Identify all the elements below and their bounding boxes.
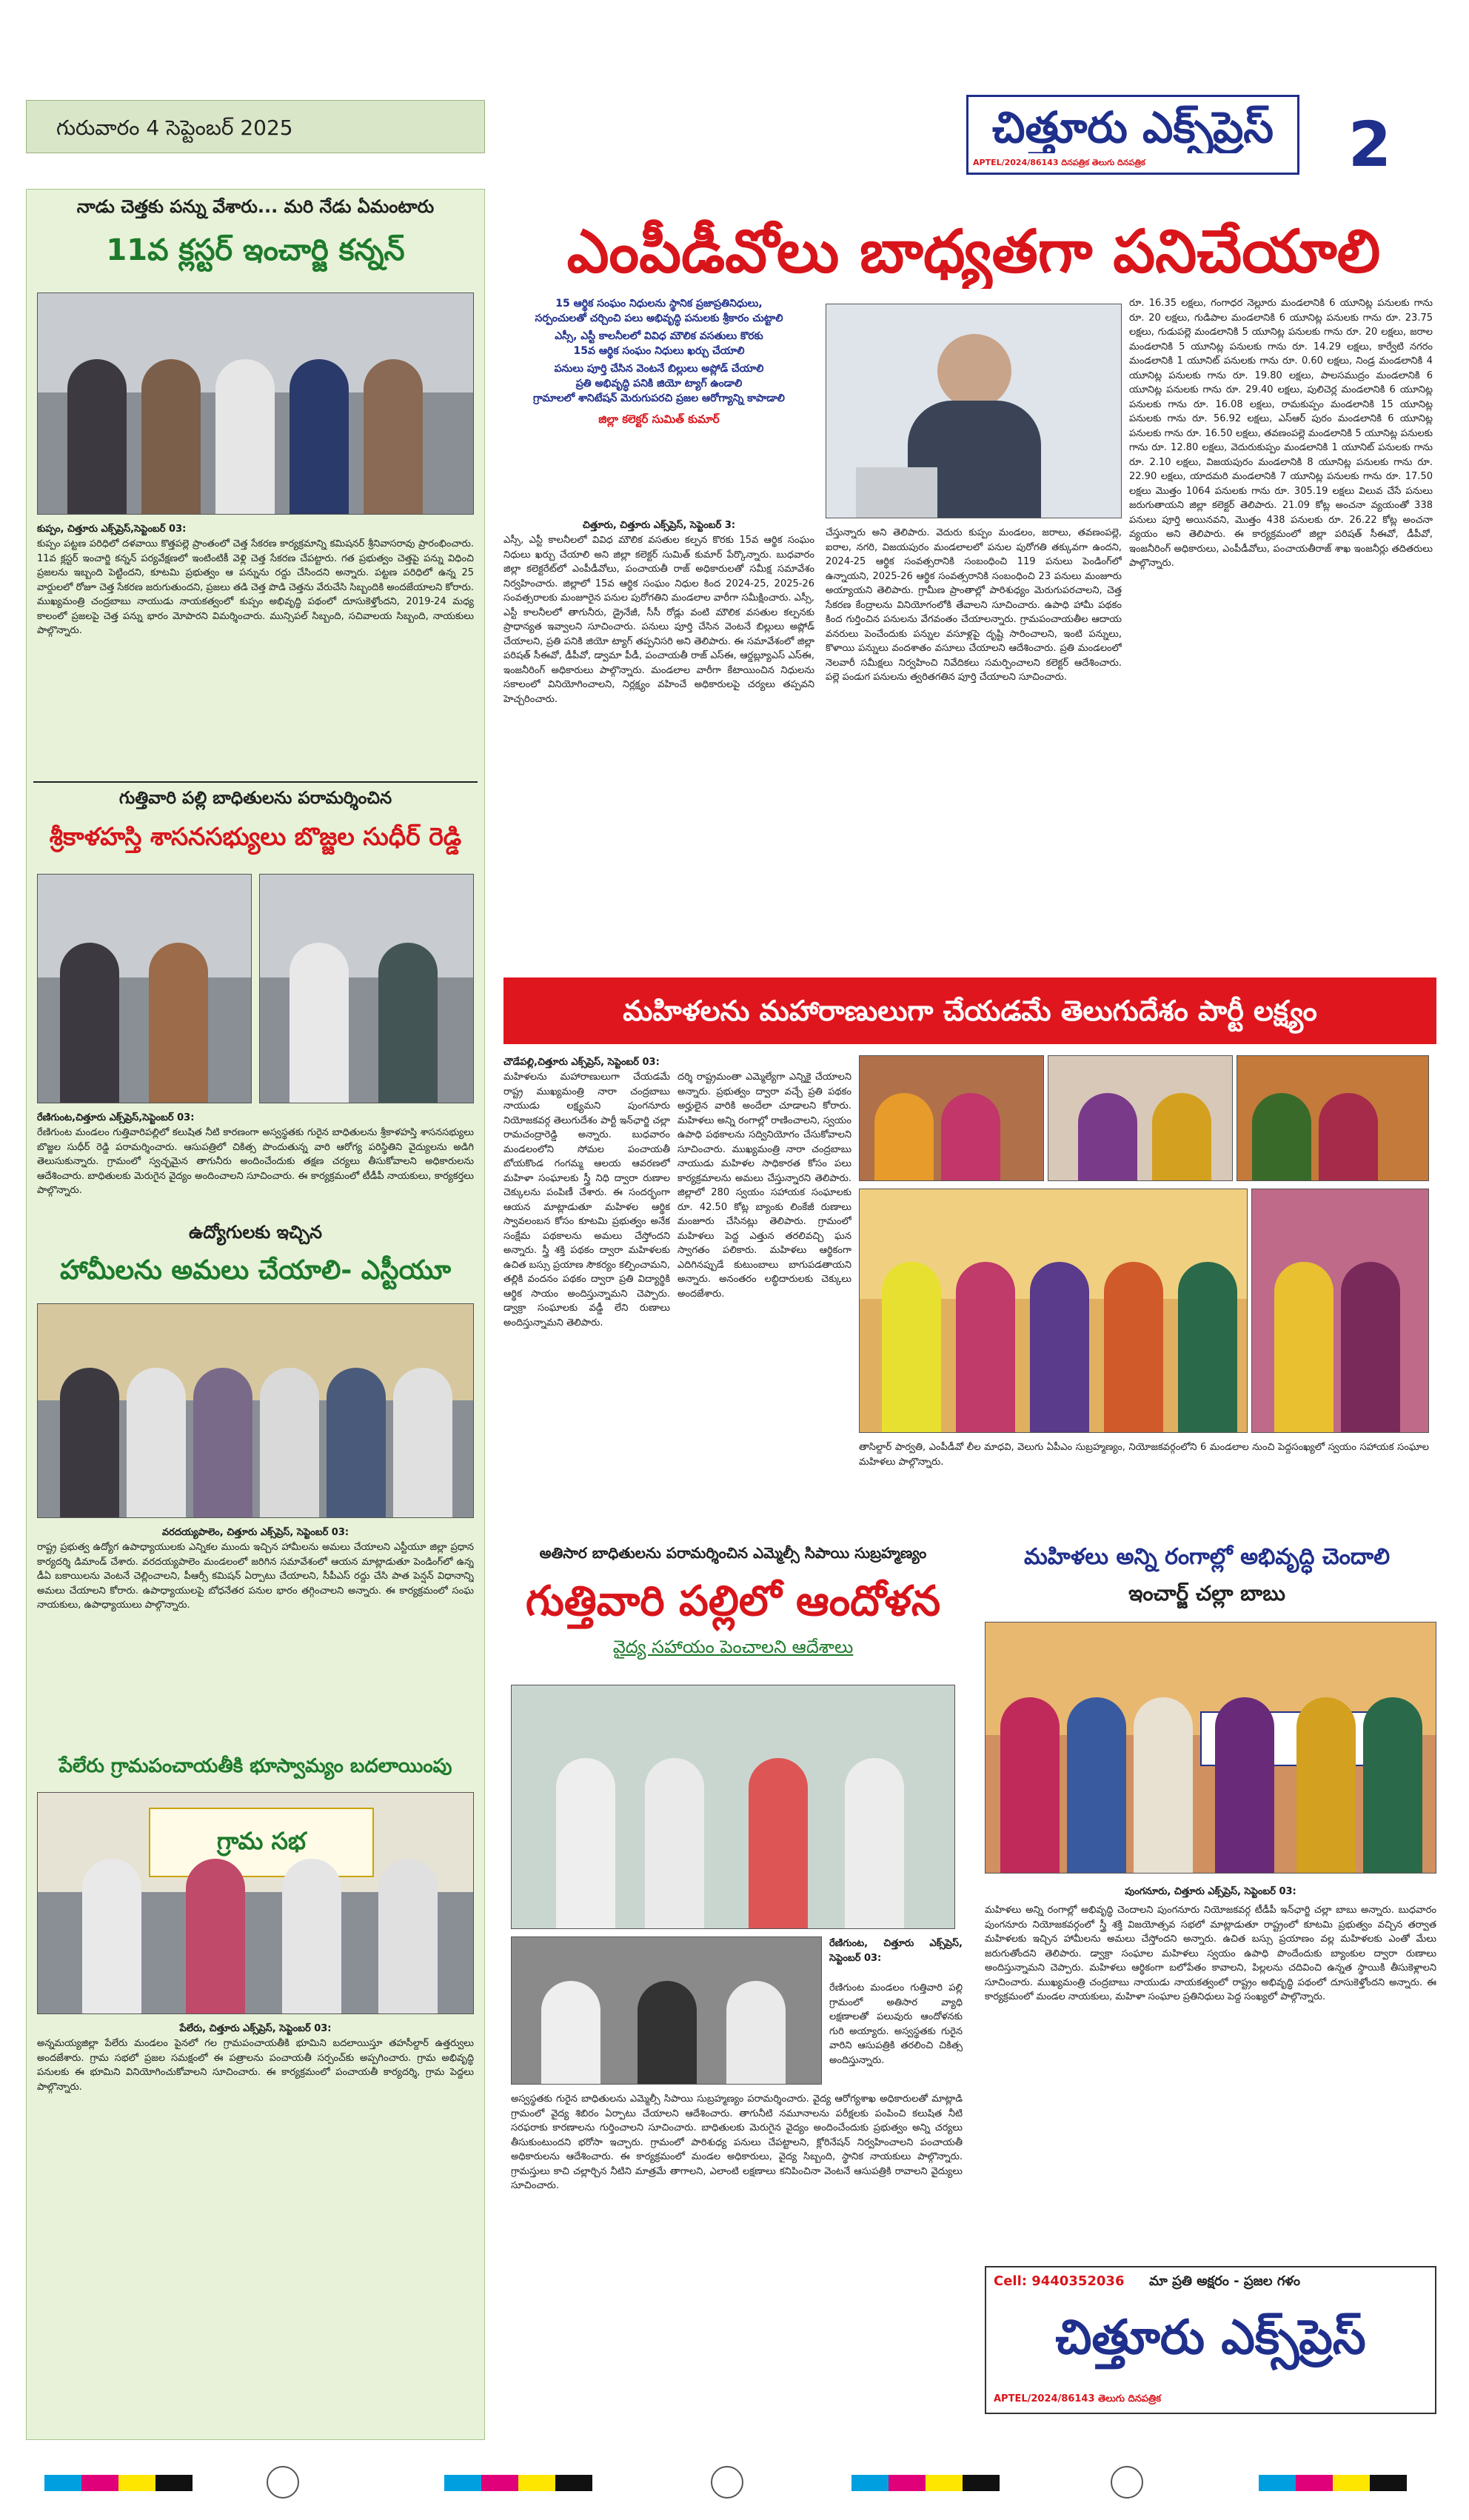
women-photo-large	[859, 1189, 1248, 1433]
agitation-photo-top	[511, 1685, 955, 1929]
registration-mark	[711, 2466, 743, 2499]
story2-dateline: రేణిగుంట,చిత్తూరు ఎక్స్‌ప్రెస్,సెప్టెంబర్ 03:	[37, 1112, 195, 1123]
masthead-logo	[966, 95, 1299, 175]
summary-line: 15 ఆర్థిక సంఘం నిధులను స్థానిక ప్రజాప్రతినిధులు,	[555, 298, 763, 310]
women-body-2: దర్శి రాష్ట్రమంతా ఎమ్మెల్యేగా ఎన్నికై చేయాలని అన్నారు. ప్రభుత్వం ద్వారా వచ్చే ప్రతి పథకం అర్హులైన వారికి అందేలా చూడాలని కోరారు. మహిళలు అన్ని రంగాల్లో రాణించాలని, స్వయం ఉపాధి పథకాలను సద్వినియోగం చేసుకోవాలని సూచించారు. ముఖ్యమంత్రి నారా చంద్రబాబు నాయుడు మహిళల సాధికారత కోసం పలు కార్యక్రమాలను అమలు చేస్తున్నారని తెలిపారు. జిల్లాలో 280 స్వయం సహాయక సంఘాలకు రూ. 42.50 కోట్ల బ్యాంకు లింకేజీ రుణాలు మంజూరు చేసినట్లు తెలిపారు. గ్రామంలో మహిళలు పెద్ద ఎత్తున తరలివచ్చి ఘన స్వాగతం పలికారు. మహిళలు ఆర్థికంగా ఎదిగినప్పుడే కుటుంబాలు బాగుపడతాయని అన్నారు. అనంతరం లబ్ధిదారులకు చెక్కులు అందజేశారు.	[677, 1072, 851, 1300]
agitation-subhead: వైద్య సహాయం పెంచాలని ఆదేశాలు	[612, 1637, 854, 1657]
story2-kicker: గుత్తివారి పల్లి బాధితులను పరామర్శించిన	[118, 789, 392, 808]
story3-photo	[37, 1303, 474, 1518]
masthead-title: చిత్తూరు ఎక్స్‌ప్రెస్	[992, 102, 1274, 153]
main-body-left: ఎస్సీ, ఎస్టీ కాలనీలలో వివిధ మౌలిక వసతుల కల్పన కొరకు 15వ ఆర్థిక సంఘం నిధులు ఖర్చు చేయాలి అని జిల్లా కలెక్టర్ సుమిత్ కుమార్ పేర్కొన్నారు. బుధవారం జిల్లా కలెక్టరేట్‌లో ఎంపీడీవోలు, పంచాయతీ రాజ్ అధికారులతో సమీక్ష సమావేశం నిర్వహించారు. జిల్లాలో 15వ ఆర్థిక సంఘం నిధుల కింద 2024-25, 2025-26 సంవత్సరాలకు మంజూరైన పనుల పురోగతిని మండలాల వారీగా సమీక్షించారు. ఎస్సీ, ఎస్టీ కాలనీలలో తాగునీరు, డ్రైనేజీ, సీసీ రోడ్లు వంటి మౌలిక వసతుల కల్పనకు ప్రాధాన్యత ఇవ్వాలని సూచించారు. పనులు పూర్తి చేసిన వెంటనే బిల్లులు అప్లోడ్ చేయాలని, ప్రతి పనికి జియో ట్యాగ్ తప్పనిసరి అని తెలిపారు. ఈ సమావేశంలో జిల్లా పరిషత్ సీఈవో, డీపీవో, డ్వామా పీడీ, పంచాయతీ రాజ్ ఎస్ఈ, ఆర్డబ్ల్యూఎస్ ఎస్ఈ, ఇంజనీరింగ్ అధికారులు పాల్గొన్నారు. మండలాల వారీగా కేటాయించిన నిధులను సకాలంలో వినియోగించాలని, నిర్లక్ష్యం వహించే అధికారులపై చర్యలు తప్పవని హెచ్చరించారు.	[503, 535, 814, 705]
main-summary-box	[503, 296, 814, 511]
color-bar	[444, 2475, 592, 2491]
women-dateline: చౌడేపల్లి,చిత్తూరు ఎక్స్‌ప్రెస్, సెప్టెంబర్ 03:	[503, 1057, 660, 1068]
story4-dateline: పేలేరు, చిత్తూరు ఎక్స్‌ప్రెస్, సెప్టెంబర్ 03:	[179, 2023, 332, 2034]
women-headline-banner	[503, 977, 1436, 1044]
story1-kicker: నాడు చెత్తకు పన్ను వేశారు... మరి నేడు ఏమంటారు	[76, 196, 435, 217]
agitation-body-side: రేణిగుంట మండలం గుత్తివారి పల్లి గ్రామంలో అతిసార వ్యాధి లక్షణాలతో పలువురు ఆందోళనకు గురి అయ్యారు. అస్వస్థతకు గురైన వారిని ఆసుపత్రికి తరలించి చికిత్స అందిస్తున్నారు.	[829, 1982, 963, 2066]
main-photo	[826, 304, 1122, 518]
women-photo-top-mid	[1048, 1055, 1233, 1181]
women2-body: మహిళలు అన్ని రంగాల్లో అభివృద్ధి చెందాలని పుంగనూరు నియోజకవర్గ టీడీపీ ఇన్‌ఛార్జి చల్లా బాబు అన్నారు. బుధవారం పుంగనూరు నియోజకవర్గంలో స్త్రీ శక్తి విజయోత్సవ సభలో మాట్లాడుతూ రాష్ట్రంలో కూటమి ప్రభుత్వం వచ్చిన తర్వాత మహిళలకు ఇచ్చిన హామీలను అమలు చేస్తోందని అన్నారు. ఉచిత బస్సు ప్రయాణం వల్ల మహిళలకు ఎంతో మేలు జరుగుతోందని తెలిపారు. డ్వాక్రా సంఘాల మహిళలు స్వయం ఉపాధి పొందేందుకు బ్యాంకుల ద్వారా రుణాలు అందిస్తున్నామని చెప్పారు. మహిళలు ఆర్థికంగా బలోపేతం కావాలని, పిల్లలను చదివించి ఉన్నత స్థాయికి తీసుకెళ్లాలని సూచించారు. ముఖ్యమంత్రి చంద్రబాబు నాయుడు నాయకత్వంలో రాష్ట్రం అభివృద్ధి పథంలో దూసుకెళ్తోందని అన్నారు. ఈ కార్యక్రమంలో మండల నాయకులు, మహిళా సంఘాల ప్రతినిధులు పెద్ద సంఖ్యలో పాల్గొన్నారు.	[985, 1905, 1436, 2002]
footer-ad-box	[985, 2266, 1436, 2414]
issue-date: గురువారం 4 సెప్టెంబర్ 2025	[56, 116, 293, 140]
story2-headline: శ్రీకాళహస్తి శాసనసభ్యులు బొజ్జల సుధీర్ రెడ్డి	[49, 822, 462, 851]
registration-mark	[1111, 2466, 1143, 2499]
story3-body: రాష్ట్ర ప్రభుత్వ ఉద్యోగ ఉపాధ్యాయులకు ఎన్నికల ముందు ఇచ్చిన హామీలను అమలు చేయాలని ఎస్టీయూ జిల్లా ప్రధాన కార్యదర్శి డిమాండ్ చేశారు. వరదయ్యపాలెం మండలంలో జరిగిన సమావేశంలో ఆయన మాట్లాడుతూ పెండింగ్‌లో ఉన్న డీఏ బకాయిలను వెంటనే చెల్లించాలని, పీఆర్సీ కమిషన్ ఏర్పాటు చేయాలని, సీపీఎస్ రద్దు చేసి పాత పెన్షన్ విధానాన్ని అమలు చేయాలని కోరారు. ఉపాధ్యాయులపై బోధనేతర పనుల భారం తగ్గించాలని అన్నారు. ఈ కార్యక్రమంలో సంఘ నాయకులు, ఉపాధ్యాయులు పాల్గొన్నారు.	[37, 1542, 474, 1611]
story2-photo-left	[37, 874, 252, 1103]
gram-sabha-banner	[149, 1808, 374, 1877]
story4-photo	[37, 1792, 474, 2014]
women-photo-top-left	[859, 1055, 1044, 1181]
story4-headline: పేలేరు గ్రామపంచాయతీకి భూస్వామ్యం బదలాయింపు	[58, 1755, 452, 1777]
agitation-headline: గుత్తివారి పల్లిలో ఆందోళన	[525, 1577, 941, 1625]
ad-sub: APTEL/2024/86143 తెలుగు దినపత్రిక	[994, 2393, 1161, 2404]
agitation-dateline: రేణిగుంట, చిత్తూరు ఎక్స్‌ప్రెస్, సెప్టెంబర్ 03:	[829, 1938, 963, 1964]
summary-line: సర్పంచులతో చర్చించి పలు అభివృద్ధి పనులకు శ్రీకారం చుట్టాలి	[535, 313, 783, 324]
main-body-right: రూ. 16.35 లక్షలు, గంగాధర నెల్లూరు మండలానికి 6 యూనిట్ల పనులకు గాను రూ. 20 లక్షలు, గుడిపాల మండలానికి 6 యూనిట్ల పనులకు గాను రూ. 23.75 లక్షలు, గుడుపల్లె మండలానికి 5 యూనిట్ల పనులకు గాను రూ. 20 లక్షలు, జరాల మండలానికి 5 యూనిట్ల పనులకు గాను రూ. 14.29 లక్షలు, కార్వేటి నగరం మండలానికి 1 యూనిట్ పనులకు గాను రూ. 0.60 లక్షలు, నిండ్ర మండలానికి 4 యూనిట్ల పనులకు గాను రూ. 19.80 లక్షలు, పాలసముద్రం మండలానికి 6 యూనిట్ల పనులకు గాను రూ. 29.40 లక్షలు, పులిచెర్ల మండలానికి 6 యూనిట్ల పనులకు గాను రూ. 16.08 లక్షలు, రామకుప్పం మండలానికి 15 యూనిట్ల పనులకు గాను రూ. 56.92 లక్షలు, ఎస్ఆర్ పురం మండలానికి 6 యూనిట్ల పనులకు గాను రూ. 16.50 లక్షలు, తవణంపల్లె మండలానికి 5 యూనిట్ల పనులకు గాను రూ. 12.80 లక్షలు, వెదురుకుప్పం మండలానికి 1 యూనిట్ పనులకు గాను రూ. 2.10 లక్షలు, విజయపురం మండలానికి 8 యూనిట్ల పనులకు గాను రూ. 22.90 లక్షలు, యాదమరి మండలానికి 7 యూనిట్ల పనులకు గాను రూ. 17.50 లక్షలు మొత్తం 1064 పనులకు గాను రూ. 305.19 లక్షలు విలువ చేసే పనులు జరుగుతాయని జిల్లా కలెక్టర్ తెలిపారు. 21.09 కోట్ల అంచనా వ్యయంతో 338 పనులు పూర్తి అయినవని, మొత్తం 438 పనులకు రూ. 26.22 కోట్ల అంచనా వ్యయం అని తెలిపారు. ఈ కార్యక్రమంలో జిల్లా పరిషత్ సీఈవో, డీపీవో, ఇంజనీరింగ్ అధికారులు, ఎంపీడీవోలు, పంచాయతీరాజ్ శాఖ ఇంజనీర్లు తదితరులు పాల్గొన్నారు.	[1129, 298, 1433, 569]
agitation-kicker: అతిసార బాధితులను పరామర్శించిన ఎమ్మెల్సీ సిపాయి సుబ్రహ్మణ్యం	[539, 1544, 927, 1562]
agitation-body: అస్వస్థతకు గురైన బాధితులను ఎమ్మెల్సీ సిపాయి సుబ్రహ్మణ్యం పరామర్శించారు. వైద్య ఆరోగ్యశాఖ అధికారులతో మాట్లాడి గ్రామంలో వైద్య శిబిరం ఏర్పాటు చేయాలని ఆదేశించారు. తాగునీటి నమూనాలను పరీక్షలకు పంపించి కలుషిత నీటి సరఫరాకు కారణాలను గుర్తించాలని సూచించారు. బాధితులకు మెరుగైన వైద్యం అందించేందుకు ప్రభుత్వం అన్ని చర్యలు తీసుకుంటుందని భరోసా ఇచ్చారు. గ్రామంలో పారిశుధ్య పనులు చేపట్టాలని, క్లోరినేషన్ నిర్వహించాలని పంచాయతీ అధికారులను ఆదేశించారు. ఈ కార్యక్రమంలో మండల అధికారులు, వైద్య సిబ్బంది, స్థానిక నాయకులు పాల్గొన్నారు. గ్రామస్తులు కాచి చల్లార్చిన నీటిని మాత్రమే తాగాలని, ఎలాంటి లక్షణాలు కనిపించినా వెంటనే ఆసుపత్రికి రావాలని వైద్యులు సూచించారు.	[511, 2093, 963, 2191]
main-body-mid: చేస్తున్నారు అని తెలిపారు. వెదురు కుప్పం మండలం, జరాలు, తవణంపల్లె, ఐరాల, నగరి, విజయపురం మండలాలలో పనుల పురోగతి తక్కువగా ఉందని, 2024-25 ఆర్థిక సంవత్సరానికి సంబంధించి 119 పనులు పెండింగ్‌లో ఉన్నాయని, 2025-26 ఆర్థిక సంవత్సరానికి సంబంధించి 23 పనులు మంజూరు అయ్యాయని తెలిపారు. గ్రామీణ ప్రాంతాల్లో పారిశుధ్యం మెరుగుపరచాలని, చెత్త సేకరణ కేంద్రాలను వినియోగంలోకి తేవాలని సూచించారు. ఉపాధి హామీ పథకం కింద గుర్తించిన పనులను వేగవంతం చేయాలన్నారు. గ్రామపంచాయతీల ఆదాయ వనరులు పెంచేందుకు పన్నుల వసూళ్లపై దృష్టి సారించాలని, ఇంటి పన్నులు, కొళాయి పన్నులు వందశాతం వసూలు చేయాలని ఆదేశించారు. ప్రతి మండలంలో నెలవారీ సమీక్షలు నిర్వహించి నివేదికలు సమర్పించాలని కలెక్టర్ ఆదేశించారు. పల్లె పండుగ పనులను త్వరితగతిన పూర్తి చేయాలని సూచించారు.	[826, 527, 1122, 683]
women-headline: మహిళలను మహారాణులుగా చేయడమే తెలుగుదేశం పార్టీ లక్ష్యం	[623, 995, 1317, 1027]
women2-dateline: పుంగనూరు, చిత్తూరు ఎక్స్‌ప్రెస్, సెప్టెంబర్ 03:	[1125, 1886, 1296, 1897]
color-bar	[44, 2475, 193, 2491]
story4-body: అన్నమయ్యజిల్లా పేలేరు మండలం పైనలో గల గ్రామపంచాయతీకి భూమిని బదలాయిస్తూ తహసీల్దార్ ఉత్తర్వులు అందజేశారు. గ్రామ సభలో ప్రజల సమక్షంలో ఈ పత్రాలను పంచాయతీ సర్పంచ్‌కు అప్పగించారు. గ్రామ అభివృద్ధి పనులకు ఈ భూమిని వినియోగించుకోవాలని సూచించారు. ఈ కార్యక్రమంలో పంచాయతీ కార్యదర్శి, గ్రామ పెద్దలు పాల్గొన్నారు.	[37, 2038, 474, 2093]
story3-headline: హామీలను అమలు చేయాలి- ఎస్టీయూ	[59, 1255, 452, 1286]
page-header	[26, 100, 485, 153]
women2-headline: మహిళలు అన్ని రంగాల్లో అభివృద్ధి చెందాలి	[1023, 1544, 1391, 1570]
women-photo-top-right	[1237, 1055, 1429, 1181]
summary-line: ఎస్సీ, ఎస్టీ కాలనీలలో వివిధ మౌలిక వసతులు కొరకు	[555, 330, 763, 342]
story1-dateline: కుప్పం, చిత్తూరు ఎక్స్‌ప్రెస్,సెప్టెంబర్ 03:	[37, 524, 187, 535]
story3-dateline: వరదయ్యపాలెం, చిత్తూరు ఎక్స్‌ప్రెస్, సెప్టెంబర్ 03:	[161, 1527, 349, 1538]
women-photo-side	[1251, 1189, 1429, 1433]
story2-body: రేణిగుంట మండలం గుత్తివారిపల్లిలో కలుషిత నీటి కారణంగా అస్వస్థతకు గురైన బాధితులను శ్రీకాళహస్తి శాసనసభ్యులు బొజ్జల సుధీర్ రెడ్డి పరామర్శించారు. ఆసుపత్రిలో చికిత్స పొందుతున్న వారి ఆరోగ్య పరిస్థితిని వైద్యులను అడిగి తెలుసుకున్నారు. గ్రామంలో స్వచ్ఛమైన తాగునీరు అందించేందుకు తక్షణ చర్యలు తీసుకోవాలని అధికారులను ఆదేశించారు. బాధితులకు మెరుగైన వైద్యం అందించాలని సూచించారు. ఈ కార్యక్రమంలో టీడీపీ నాయకులు, కార్యకర్తలు పాల్గొన్నారు.	[37, 1127, 474, 1196]
color-bar	[1259, 2475, 1407, 2491]
story1-photo	[37, 293, 474, 515]
summary-line: ప్రతి అభివృద్ధి పనికి జియో ట్యాగ్ ఉండాలి	[575, 378, 743, 390]
divider	[33, 781, 478, 783]
women2-photo	[985, 1622, 1436, 1874]
page-number: 2	[1322, 96, 1418, 193]
story3-kicker: ఉద్యోగులకు ఇచ్చిన	[189, 1222, 322, 1243]
registration-mark	[267, 2466, 299, 2499]
main-headline: ఎంపీడీవోలు బాధ్యతగా పనిచేయాలి	[566, 217, 1381, 286]
story2-photo-right	[259, 874, 474, 1103]
story1-body: కుప్పం పట్టణ పరిధిలో దళవాయి కొత్తపల్లె ప్రాంతంలో చెత్త సేకరణ కార్యక్రమాన్ని కమిషనర్ శ్రీనివాసరావు ప్రారంభించారు. 11వ క్లస్టర్ ఇంచార్జి కన్నన్ పర్యవేక్షణలో ఇంటింటికీ వెళ్లి చెత్త సేకరణ చేపట్టారు. గత ప్రభుత్వం చెత్తపై పన్ను విధించి ప్రజలను ఇబ్బంది పెట్టిందని, కూటమి ప్రభుత్వం ఆ పన్నును రద్దు చేసిందని అన్నారు. పట్టణ పరిధిలో ఉన్న 25 వార్డులలో రోజూ చెత్త సేకరణ జరుగుతుందని, ప్రజలు తడి చెత్త పొడి చెత్తను వేరుచేసి సిబ్బందికి అందజేయాలని కోరారు. ముఖ్యమంత్రి చంద్రబాబు నాయుడు నాయకత్వంలో కుప్పం అభివృద్ధి పథంలో దూసుకెళ్తోందని, 2019-24 మధ్య కాలంలో ప్రజలపై చెత్త పన్ను భారం మోపారని విమర్శించారు. మున్సిపల్ సిబ్బంది, సచివాలయ సిబ్బంది, నాయకులు పాల్గొన్నారు.	[37, 538, 474, 636]
summary-byline: జిల్లా కలెక్టర్ సుమిత్ కుమార్	[598, 412, 720, 426]
story1-headline: 11వ క్లస్టర్ ఇంచార్జి కన్నన్	[106, 233, 405, 267]
ad-masthead: చిత్తూరు ఎక్స్‌ప్రెస్	[1055, 2310, 1366, 2365]
women2-subhead: ఇంచార్జ్ చల్లా బాబు	[1128, 1581, 1285, 1605]
color-bar	[851, 2475, 1000, 2491]
agitation-photo-bottom	[511, 1936, 822, 2085]
main-dateline: చిత్తూరు, చిత్తూరు ఎక్స్‌ప్రెస్, సెప్టెంబర్ 3:	[582, 520, 736, 531]
women-names: తాసిల్దార్ పార్వతి, ఎంపీడీవో లీల మాధవి, వెలుగు ఏపీఎం సుబ్రహ్మణ్యం, నియోజకవర్గంలోని 6 మండలాల నుంచి పెద్దసంఖ్యలో స్వయం సహాయక సంఘాల మహిళలు పాల్గొన్నారు.	[859, 1442, 1429, 1468]
ad-contact: Cell: 9440352036	[994, 2273, 1125, 2289]
masthead-sub: APTEL/2024/86143 దినపత్రిక తెలుగు దినపత్రిక	[973, 158, 1145, 167]
summary-line: 15వ ఆర్థిక సంఘం నిధులు ఖర్చు చేయాలి	[573, 345, 745, 357]
women-body-1: మహిళలను మహారాణులుగా చేయడమే రాష్ట్ర ముఖ్యమంత్రి నారా చంద్రబాబు నాయుడు లక్ష్యమని పుంగనూరు నియోజకవర్గ తెలుగుదేశం పార్టీ ఇన్‌ఛార్జి చల్లా రామచంద్రారెడ్డి అన్నారు. బుధవారం మండలంలోని సోమల పంచాయతీ బోయకొండ గంగమ్మ ఆలయ ఆవరణలో మహిళా సంఘాలకు స్త్రీ నిధి ద్వారా రుణాల చెక్కులను పంపిణీ చేశారు. ఈ సందర్భంగా ఆయన మాట్లాడుతూ మహిళల ఆర్థిక స్వావలంబన కోసం కూటమి ప్రభుత్వం అనేక సంక్షేమ పథకాలను అమలు చేస్తోందని అన్నారు. స్త్రీ శక్తి పథకం ద్వారా మహిళలకు ఉచిత బస్సు ప్రయాణ సౌకర్యం కల్పించామని, తల్లికి వందనం పథకం ద్వారా ప్రతి విద్యార్థికి ఆర్థిక సాయం అందిస్తున్నామని చెప్పారు. డ్వాక్రా సంఘాలకు వడ్డీ లేని రుణాలు అందిస్తున్నామని తెలిపారు.	[503, 1072, 670, 1328]
banner-text: గ్రామ సభ	[217, 1827, 306, 1855]
summary-line: గ్రామాలలో శానిటేషన్ మెరుగుపరచి ప్రజల ఆరోగ్యాన్ని కాపాడాలి	[533, 392, 785, 404]
summary-line: పనులు పూర్తి చేసిన వెంటనే బిల్లులు అప్లోడ్ చేయాలి	[554, 363, 764, 375]
ad-tagline: మా ప్రతి అక్షరం - ప్రజల గళం	[1149, 2273, 1301, 2289]
